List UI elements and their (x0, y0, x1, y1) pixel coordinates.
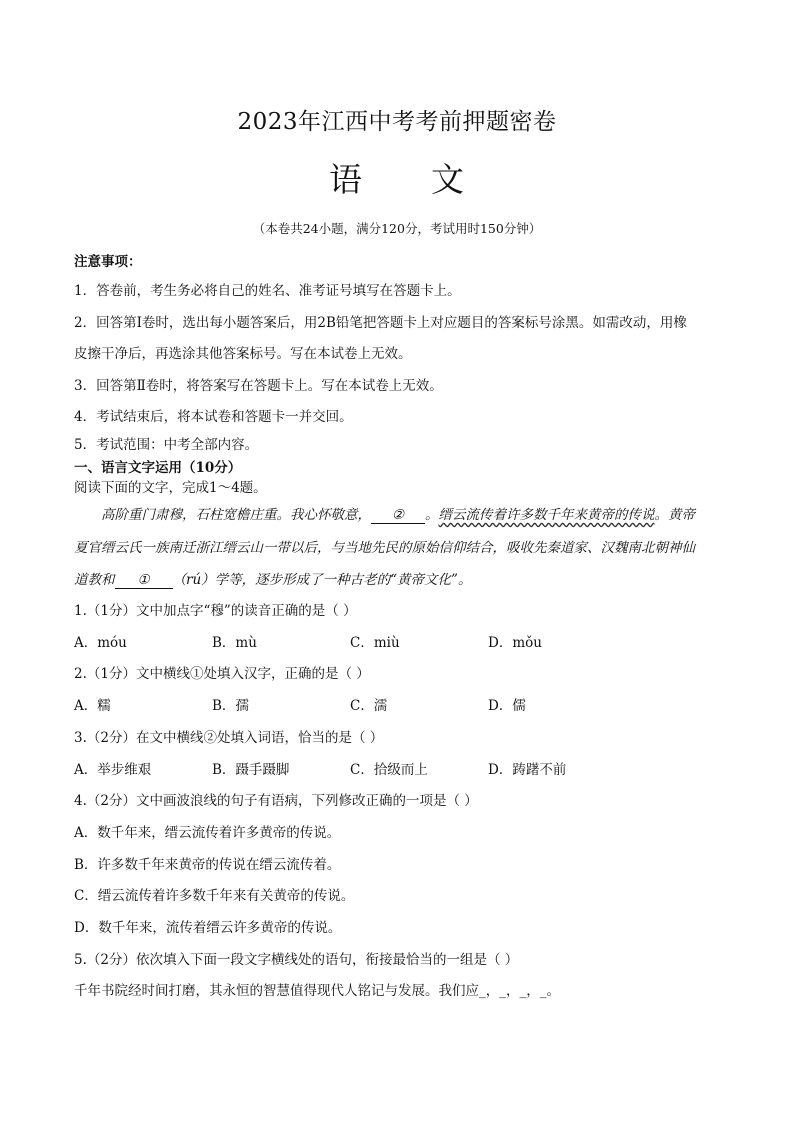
q1-option-d[interactable]: D．mǒu (488, 635, 542, 651)
q1-option-a[interactable]: A．móu (74, 635, 127, 651)
subject-char-1: 语 (329, 160, 363, 199)
section-instruction: 阅读下面的文字，完成1～4题。 (74, 480, 267, 496)
passage-text: 。黄帝 (654, 507, 695, 523)
blank-1: ① (115, 572, 173, 589)
passage-line-3 (74, 568, 724, 589)
note-item-2: 2．回答第Ⅰ卷时，选出每小题答案后，用2B铅笔把答题卡上对应题目的答案标号涂黑。如需改动，用橡 (74, 315, 687, 331)
question-4-stem: 4.（2分）文中画波浪线的句子有语病，下列修改正确的一项是（ ） (74, 793, 478, 809)
passage-line-1 (101, 503, 751, 524)
q4-option-a[interactable]: A．数千年来，缙云流传着许多黄帝的传说。 (74, 825, 341, 841)
q1-option-b[interactable]: B．mù (212, 635, 257, 651)
q2-option-c[interactable]: C．濡 (350, 698, 388, 714)
question-3-stem: 3.（2分）在文中横线②处填入词语，恰当的是（ ） (74, 730, 384, 746)
note-item-1: 1．答卷前，考生务必将自己的姓名、准考证号填写在答题卡上。 (74, 283, 461, 299)
note-item-2-cont: 皮擦干净后，再选涂其他答案标号。写在本试卷上无效。 (74, 346, 412, 362)
q3-option-a[interactable]: A．举步维艰 (74, 762, 152, 778)
question-1-stem: 1.（1分）文中加点字“穆”的读音正确的是（ ） (74, 603, 357, 619)
question-2-stem: 2.（1分）文中横线①处填入汉字，正确的是（ ） (74, 666, 370, 682)
note-item-5: 5．考试范围：中考全部内容。 (74, 437, 259, 453)
note-item-3: 3．回答第Ⅱ卷时，将答案写在答题卡上。写在本试卷上无效。 (74, 378, 443, 394)
passage-text: 。 (425, 507, 439, 523)
passage-text: 高阶重门肃穆，石柱宽檐庄重。我心怀敬意， (101, 507, 371, 523)
subject-title (0, 154, 794, 201)
note-item-4: 4．考试结束后，将本试卷和答题卡一并交回。 (74, 409, 353, 425)
q3-option-c[interactable]: C．拾级而上 (350, 762, 428, 778)
exam-info: （本卷共24小题，满分120分，考试用时150分钟） (252, 221, 542, 236)
q4-option-c[interactable]: C．缙云流传着许多数千年来有关黄帝的传说。 (74, 888, 355, 904)
question-5-stem: 5.（2分）依次填入下面一段文字横线处的语句，衔接最恰当的一组是（ ） (74, 952, 519, 968)
q3-option-d[interactable]: D．踌躇不前 (488, 762, 567, 778)
passage-line-2: 夏官缙云氏一族南迁浙江缙云山一带以后，与当地先民的原始信仰结合，吸收先秦道家、汉魏南北朝神仙 (74, 540, 695, 556)
q2-option-a[interactable]: A．糯 (74, 698, 111, 714)
question-5-text: 千年书院经时间打磨，其永恒的智慧值得现代人铭记与发展。我们应_，_，_，_。 (74, 983, 560, 999)
q2-option-d[interactable]: D．儒 (488, 698, 526, 714)
passage-text: （rú）学等，逐步形成了一种古老的“黄帝文化”。 (172, 572, 472, 588)
passage-text: 道教和 (74, 572, 115, 588)
q1-option-c[interactable]: C．miù (350, 635, 400, 651)
section-heading: 一、语言文字运用（10分） (74, 460, 242, 476)
q4-option-d[interactable]: D．数千年来，流传着缙云许多黄帝的传说。 (74, 920, 342, 936)
q3-option-b[interactable]: B．蹑手蹑脚 (212, 762, 290, 778)
subject-char-2: 文 (431, 160, 465, 199)
exam-title: 2023年江西中考考前押题密卷 (237, 109, 557, 135)
wavy-sentence: 缙云流传着许多数千年来黄帝的传说 (438, 507, 655, 523)
q4-option-b[interactable]: B．许多数千年来黄帝的传说在缙云流传着。 (74, 857, 341, 873)
notes-heading: 注意事项： (74, 254, 142, 270)
blank-2: ② (371, 507, 425, 524)
q2-option-b[interactable]: B．孺 (212, 698, 249, 714)
